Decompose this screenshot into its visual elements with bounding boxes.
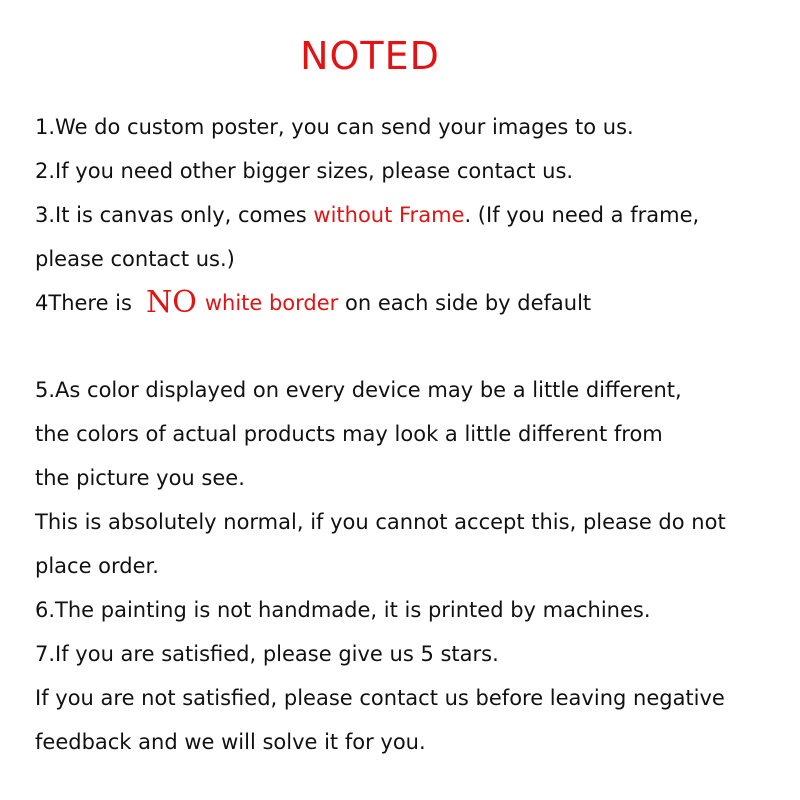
notice-line-5 [35,285,592,320]
notice-line-2: 2.If you need other bigger sizes, please contact us. [35,159,574,183]
without-frame-highlight: without Frame [313,203,465,227]
notice-line-14: feedback and we will solve it for you. [35,730,426,754]
notice-line-3 [35,201,699,229]
notice-line-8: the picture you see. [35,466,245,490]
notice-line-10: place order. [35,554,159,578]
notice-line-13: If you are not satisfied, please contact us before leaving negative [35,686,725,710]
line-5-text-end: on each side by default [338,291,592,315]
notice-line-4: please contact us.) [35,247,235,271]
notice-line-6: 5.As color displayed on every device may be a little different, [35,378,682,402]
notice-line-1: 1.We do custom poster, you can send your images to us. [35,115,634,139]
notice-line-9: This is absolutely normal, if you cannot accept this, please do not [35,510,726,534]
no-emphasis: NO [145,285,197,320]
notice-line-7: the colors of actual products may look a little different from [35,422,663,446]
page-title: NOTED [300,34,440,78]
line-3-text-start: 3.It is canvas only, comes [35,203,314,227]
line-3-text-end: . (If you need a frame, [464,203,700,227]
notice-line-11: 6.The painting is not handmade, it is printed by machines. [35,598,651,622]
line-5-text-start: 4There is [35,291,132,315]
notice-line-12: 7.If you are satisfied, please give us 5 stars. [35,642,499,666]
white-border-highlight: white border [204,291,339,315]
